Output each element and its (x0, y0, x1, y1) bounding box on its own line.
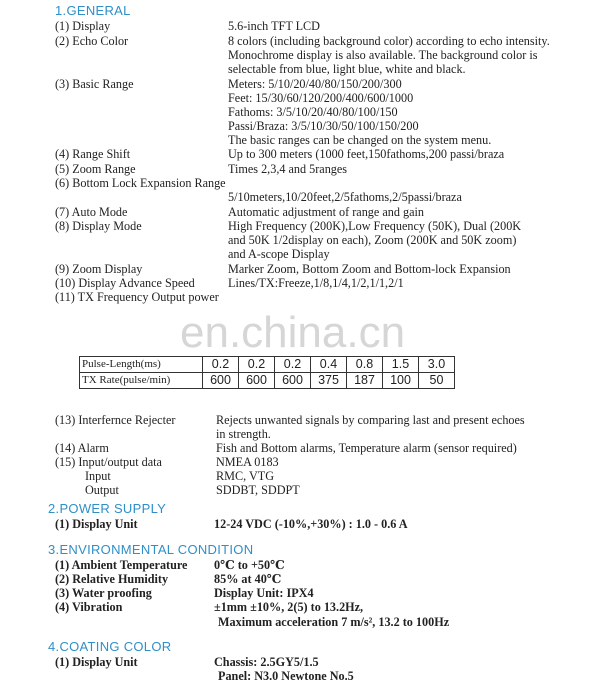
vibration-value-1: ±1mm ±10%, 2(5) to 13.2Hz, (214, 600, 364, 614)
power-display-value: 12-24 VDC (-10%,+30%) : 1.0 - 0.6 A (214, 517, 408, 531)
echo-color-label: (2) Echo Color (55, 34, 129, 48)
display-mode-value-1: High Frequency (200K),Low Frequency (50K), Dual (200K (228, 219, 522, 233)
table-cell: 0.2 (203, 357, 239, 373)
humidity-label: (2) Relative Humidity (55, 572, 169, 586)
table-cell: 375 (311, 373, 347, 389)
power-display-label: (1) Display Unit (55, 517, 138, 531)
table-cell: 600 (203, 373, 239, 389)
tx-rate-header: TX Rate(pulse/min) (80, 373, 203, 389)
input-label: Input (85, 469, 111, 483)
bottom-lock-label: (6) Bottom Lock Expansion Range (55, 176, 226, 190)
advance-speed-label: (10) Display Advance Speed (55, 276, 195, 290)
zoom-display-label: (9) Zoom Display (55, 262, 143, 276)
basic-range-label: (3) Basic Range (55, 77, 134, 91)
alarm-label: (14) Alarm (55, 441, 109, 455)
alarm-value: Fish and Bottom alarms, Temperature alarm (sensor required) (216, 441, 517, 455)
io-data-value: NMEA 0183 (216, 455, 279, 469)
water-proofing-value: Display Unit: IPX4 (214, 586, 314, 600)
table-cell: 0.8 (347, 357, 383, 373)
io-data-label: (15) Input/output data (55, 455, 162, 469)
output-value: SDDBT, SDDPT (216, 483, 300, 497)
input-value: RMC, VTG (216, 469, 275, 483)
ambient-temp-label: (1) Ambient Temperature (55, 558, 188, 572)
coating-panel: Panel: N3.0 Newtone No.5 (218, 669, 354, 683)
range-feet: Feet: 15/30/60/120/200/400/600/1000 (228, 91, 414, 105)
ambient-temp-value: 0℃ to +50℃ (214, 558, 285, 572)
interference-label: (13) Interfernce Rejecter (55, 413, 176, 427)
section-power-heading: 2.POWER SUPPLY (48, 501, 167, 516)
zoom-range-value: Times 2,3,4 and 5ranges (228, 162, 348, 176)
auto-mode-value: Automatic adjustment of range and gain (228, 205, 424, 219)
output-label: Output (85, 483, 119, 497)
table-cell: 187 (347, 373, 383, 389)
display-label: (1) Display (55, 19, 111, 33)
table-cell: 0.2 (239, 357, 275, 373)
pulse-length-header: Pulse-Length(ms) (80, 357, 203, 373)
table-cell: 600 (275, 373, 311, 389)
coating-chassis: Chassis: 2.5GY5/1.5 (214, 655, 319, 669)
display-mode-value-3: and A-scope Display (228, 247, 330, 261)
tx-table (79, 356, 455, 389)
interference-value-1: Rejects unwanted signals by comparing last and present echoes (216, 413, 525, 427)
zoom-display-value: Marker Zoom, Bottom Zoom and Bottom-lock Expansion (228, 262, 511, 276)
range-shift-value: Up to 300 meters (1000 feet,150fathoms,200 passi/braza (228, 147, 505, 161)
humidity-value: 85% at 40℃ (214, 572, 282, 586)
auto-mode-label: (7) Auto Mode (55, 205, 128, 219)
table-cell: 600 (239, 373, 275, 389)
vibration-label: (4) Vibration (55, 600, 123, 614)
echo-color-value-1: 8 colors (including background color) according to echo intensity. (228, 34, 550, 48)
display-mode-label: (8) Display Mode (55, 219, 142, 233)
advance-speed-value: Lines/TX:Freeze,1/8,1/4,1/2,1/1,2/1 (228, 276, 404, 290)
table-cell: 0.4 (311, 357, 347, 373)
table-cell: 3.0 (419, 357, 455, 373)
range-fathoms: Fathoms: 3/5/10/20/40/80/100/150 (228, 105, 398, 119)
display-mode-value-2: and 50K 1/2display on each), Zoom (200K and 50K zoom) (228, 233, 517, 247)
watermark: en.china.cn (180, 308, 406, 357)
table-cell: 100 (383, 373, 419, 389)
range-passi: Passi/Braza: 3/5/10/30/50/100/150/200 (228, 119, 419, 133)
table-cell: 1.5 (383, 357, 419, 373)
table-row (80, 357, 455, 373)
section-env-heading: 3.ENVIRONMENTAL CONDITION (48, 542, 254, 557)
table-row (80, 373, 455, 389)
vibration-value-2: Maximum acceleration 7 m/s², 13.2 to 100Hz (218, 615, 450, 629)
range-meters: Meters: 5/10/20/40/80/150/200/300 (228, 77, 402, 91)
range-shift-label: (4) Range Shift (55, 147, 131, 161)
bottom-lock-value: 5/10meters,10/20feet,2/5fathoms,2/5passi/braza (228, 190, 462, 204)
range-note: The basic ranges can be changed on the system menu. (228, 133, 492, 147)
echo-color-value-3: selectable from blue, light blue, white and black. (228, 62, 466, 76)
section-general-heading: 1.GENERAL (55, 3, 131, 18)
zoom-range-label: (5) Zoom Range (55, 162, 136, 176)
coating-display-label: (1) Display Unit (55, 655, 138, 669)
display-value: 5.6-inch TFT LCD (228, 19, 320, 33)
section-coating-heading: 4.COATING COLOR (48, 639, 172, 654)
table-cell: 50 (419, 373, 455, 389)
echo-color-value-2: Monochrome display is also available. The background color is (228, 48, 538, 62)
interference-value-2: in strength. (216, 427, 271, 441)
water-proofing-label: (3) Water proofing (55, 586, 152, 600)
tx-frequency-label: (11) TX Frequency Output power (55, 290, 219, 304)
table-cell: 0.2 (275, 357, 311, 373)
